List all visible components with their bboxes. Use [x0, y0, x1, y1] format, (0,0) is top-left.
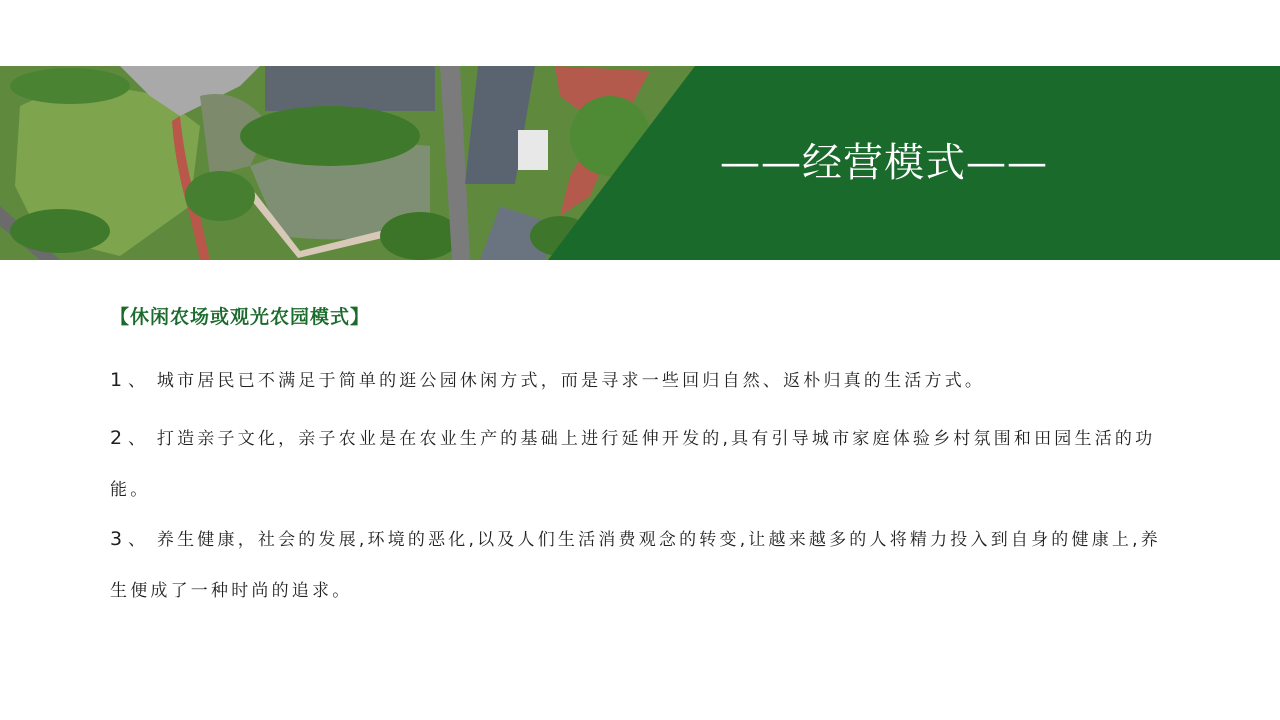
section-heading: 【休闲农场或观光农园模式】: [110, 306, 371, 328]
paragraph-3: [110, 514, 1170, 617]
photo-trees-3: [380, 212, 460, 260]
paragraph-1: [110, 355, 1170, 407]
paragraph-number: 2: [110, 427, 123, 449]
photo-trees-2: [185, 171, 255, 221]
aerial-park-photo: [0, 66, 1280, 260]
paragraph-number: 3: [110, 528, 123, 550]
paragraph-2: [110, 413, 1170, 516]
paragraph-text: 、 养生健康，社会的发展,环境的恶化,以及人们生活消费观念的转变,让越来越多的人将精力投入到自身的健康上,养生便成了一种时尚的追求。: [110, 530, 1161, 601]
photo-roof-1: [265, 66, 435, 111]
photo-white-roof: [518, 130, 548, 170]
photo-trees-5: [10, 209, 110, 253]
photo-trees-4: [10, 68, 130, 104]
paragraph-text: 、 打造亲子文化，亲子农业是在农业生产的基础上进行延伸开发的,具有引导城市家庭体验乡村氛围和田园生活的功能。: [110, 429, 1156, 500]
paragraph-text: 、 城市居民已不满足于简单的逛公园休闲方式，而是寻求一些回归自然、返朴归真的生活方式。: [128, 371, 986, 391]
header-banner: [0, 66, 1280, 260]
paragraph-number: 1: [110, 369, 123, 391]
banner-title: ——经营模式——: [720, 140, 1048, 186]
photo-trees-1: [240, 106, 420, 166]
